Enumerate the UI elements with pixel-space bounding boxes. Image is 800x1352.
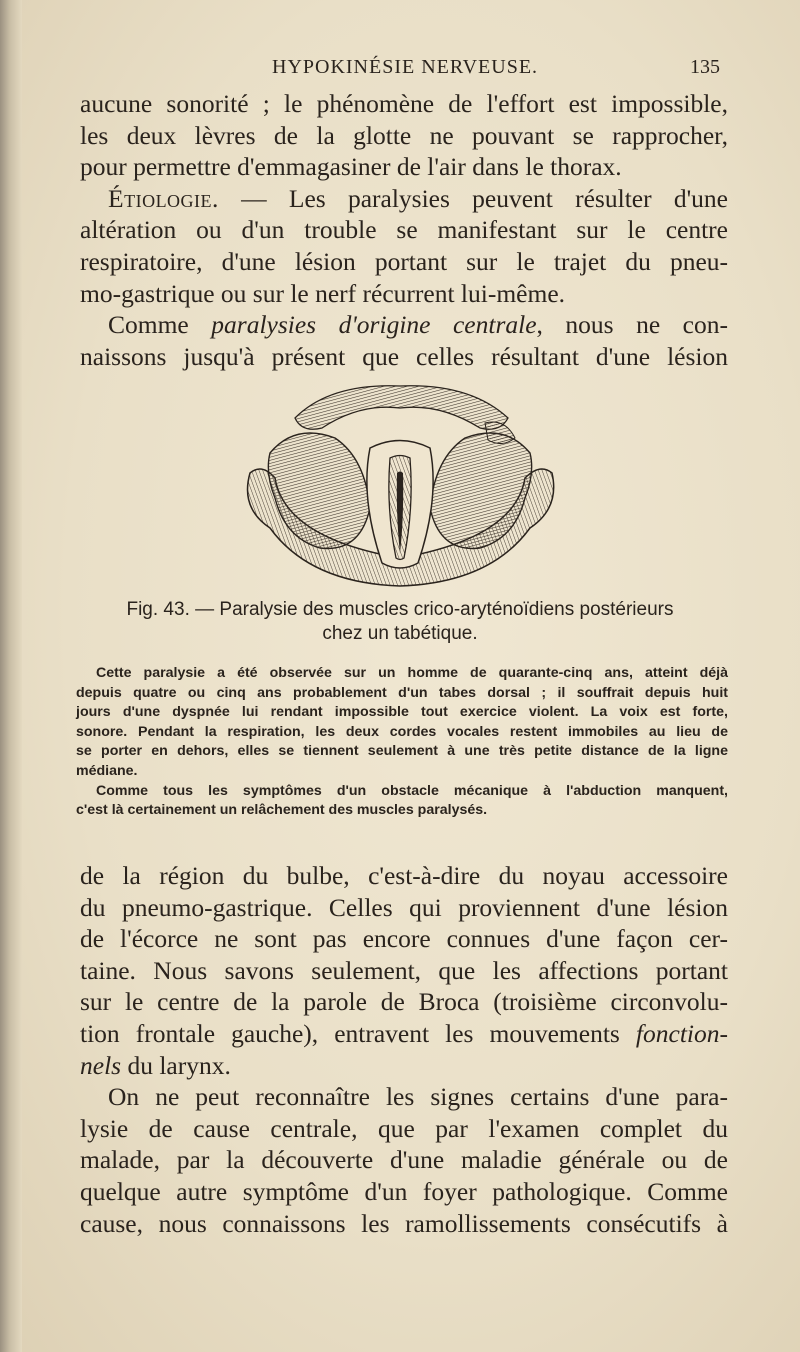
nels-line xyxy=(80,1050,728,1082)
text-fragment: Comme xyxy=(108,310,212,340)
text-line: de la région du bulbe, c'est-à-dire du noyau accessoire xyxy=(80,861,728,890)
text-line: cause, nous connaissons les ramollissements consécutifs à xyxy=(80,1208,728,1238)
text-line: de l'écorce ne sont pas encore connues d'une façon cer- xyxy=(80,924,728,954)
text-line: pour permettre d'emmagasiner de l'air dans le thorax. xyxy=(80,152,622,182)
notes-paragraph xyxy=(76,782,728,821)
figure-caption xyxy=(72,598,728,646)
text-line: aucune sonorité ; le phénomène de l'effort est impossible, xyxy=(80,89,728,118)
notes-line: jours d'une dyspnée lui rendant impossible tout exercice violent. La voix est forte, xyxy=(76,704,728,721)
page-number: 135 xyxy=(690,56,720,78)
text-fragment: tion frontale gauche), entravent les mouvements xyxy=(80,1018,636,1048)
text-line: respiratoire, d'une lésion portant sur le trajet du pneu- xyxy=(80,246,728,276)
text-fragment: , nous ne con- xyxy=(536,310,728,340)
text-line: lysie de cause centrale, que par l'examen complet du xyxy=(80,1113,728,1143)
text-fragment: du larynx. xyxy=(121,1050,231,1080)
text-line: mo-gastrique ou sur le nerf récurrent lui-même. xyxy=(80,278,566,308)
italic-term: fonction- xyxy=(635,1018,728,1048)
notes-line: depuis quatre ou cinq ans probablement d'un tabes dorsal ; il souffrait depuis huit xyxy=(76,684,728,701)
comme-line xyxy=(80,309,728,341)
text-line: On ne peut reconnaître les signes certains d'une para- xyxy=(108,1082,728,1112)
notes-line: c'est là certainement un relâchement des muscles paralysés. xyxy=(76,802,488,819)
text-line: naissons jusqu'à présent que celles résultant d'une lésion xyxy=(80,341,728,371)
page-header xyxy=(0,52,800,82)
notes-line: se porter en dehors, elles se tiennent seulement à une très petite distance de la ligne xyxy=(76,743,728,760)
etiologie-line xyxy=(80,183,728,215)
italic-term: paralysies d'origine centrale xyxy=(211,310,537,340)
text-line: malade, par la découverte d'une maladie générale ou de xyxy=(80,1145,728,1175)
larynx-illustration xyxy=(240,378,560,593)
page-gutter-shadow xyxy=(0,0,22,1352)
body-text-bottom xyxy=(80,860,728,1239)
italic-term: nels xyxy=(80,1050,122,1080)
figure-notes xyxy=(76,664,728,821)
text-line: sur le centre de la parole de Broca (troisième circonvolu- xyxy=(80,987,728,1017)
body-text-top xyxy=(80,88,728,372)
text-line: taine. Nous savons seulement, que les affections portant xyxy=(80,955,728,985)
etiologie-heading: Étiologie. xyxy=(108,183,219,213)
caption-line: Fig. 43. — Paralysie des muscles crico-aryténoïdiens postérieurs xyxy=(126,599,674,620)
text-line: altération ou d'un trouble se manifestant sur le centre xyxy=(80,215,728,245)
notes-line: Cette paralysie a été observée sur un homme de quarante-cinq ans, atteint déjà xyxy=(96,665,728,681)
notes-line: Comme tous les symptômes d'un obstacle mécanique à l'abduction manquent, xyxy=(96,782,728,799)
running-title: HYPOKINÉSIE NERVEUSE. xyxy=(272,56,539,78)
notes-line: sonore. Pendant la respiration, les deux cordes vocales restent immobiles au lieu de xyxy=(76,723,728,740)
text-line: quelque autre symptôme d'un foyer pathologique. Comme xyxy=(80,1176,728,1206)
etiologie-text: — Les paralysies peuvent résulter d'une xyxy=(218,183,728,213)
notes-line: médiane. xyxy=(76,762,138,779)
text-line: les deux lèvres de la glotte ne pouvant se rapprocher, xyxy=(80,120,728,150)
caption-line: chez un tabétique. xyxy=(322,623,478,644)
larynx-drawing xyxy=(248,386,554,586)
text-line: du pneumo-gastrique. Celles qui proviennent d'une lésion xyxy=(80,892,728,922)
fonction-line xyxy=(80,1018,728,1050)
notes-paragraph xyxy=(76,664,728,782)
